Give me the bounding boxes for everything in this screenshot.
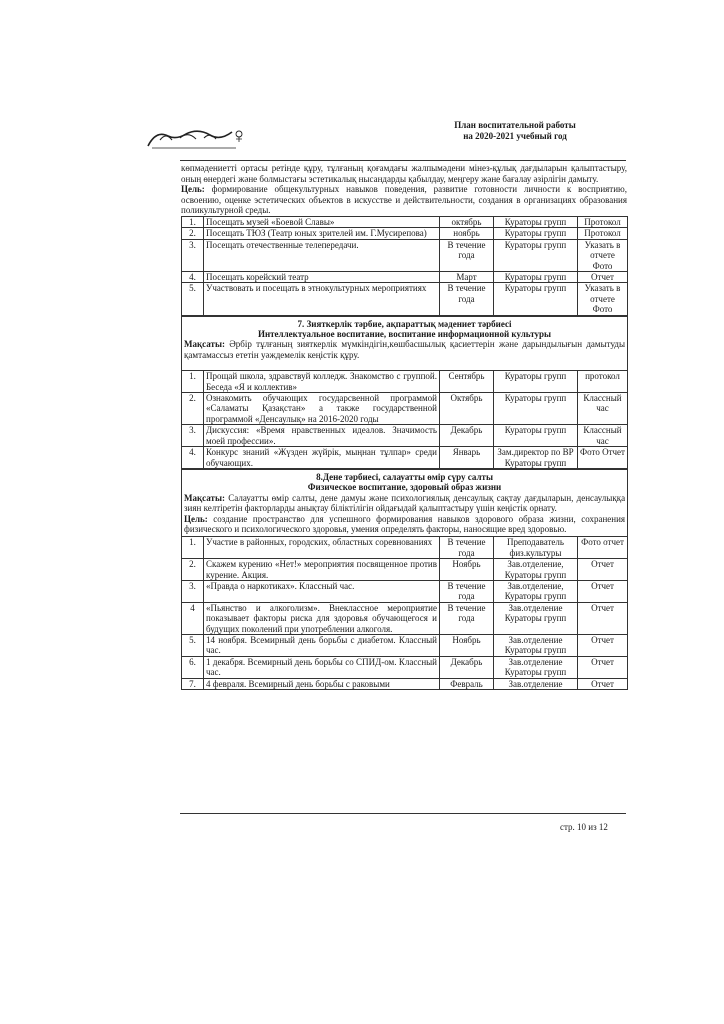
completion-form-cell: Отчет — [578, 580, 628, 602]
table-section-7 — [181, 316, 628, 469]
event-cell: Скажем курению «Нет!» мероприятия посвященное против курение. Акция. — [204, 559, 440, 581]
section-7-header-row — [182, 316, 628, 371]
event-cell: Прощай школа, здравствуй колледж. Знакомство с группой. Беседа «Я и коллектив» — [204, 371, 440, 393]
timeframe-cell: Март — [440, 272, 494, 283]
section-8-title-ru: Физическое воспитание, здоровый образ жизни — [307, 482, 502, 493]
responsible-cell: Зав.отделение, Кураторы групп — [494, 559, 578, 581]
event-cell: «Пьянство и алкоголизм». Внеклассное мероприятие показывает факторы риска для здоровья обучающегося и будущих поколений при употреблении алкоголя. — [204, 602, 440, 634]
completion-form-cell: Классный час — [578, 393, 628, 425]
event-cell: 4 февраля. Всемирный день борьбы с раковыми — [204, 678, 440, 689]
event-cell: Конкурс знаний «Жүзден жүйрік, мыңнан тұлпар» среди обучающих. — [204, 447, 440, 469]
completion-form-cell: Отчет — [578, 559, 628, 581]
table-row — [182, 272, 628, 283]
intro-paragraph-kz: көпмәдениетті ортасы ретінде құру, тұлғаның қоғамдағы жалпымәдени мінез-құлық дағдыларын қалыптастыру, оның өнердегі және болмыстағы эстетикалық нысандарды қабылдау, меңгеру және бағалау әзірлігін дамыту. — [181, 163, 627, 184]
goal-text: формирование общекультурных навыков поведения, развитие готовности личности к восприятию, освоению, оценке эстетических объектов в искусстве и действительности, создания в организациях образования поликультурной среды. — [181, 184, 627, 216]
row-number: 1. — [182, 537, 204, 559]
event-cell: «Правда о наркотиках». Классный час. — [204, 580, 440, 602]
row-number: 4. — [182, 447, 204, 469]
header-divider — [180, 160, 626, 161]
section-8-goal2-text: создание пространство для успешного формирования навыков здорового образа жизни, сохранения физического и психологического здоровья, умения определять факторы, наносящие вред здоровью. — [184, 513, 626, 534]
responsible-cell: Кураторы групп — [494, 216, 578, 227]
timeframe-cell: Сентябрь — [440, 371, 494, 393]
responsible-cell: Кураторы групп — [494, 272, 578, 283]
section-7-title-kz: 7. Зияткерлік тәрбие, ақпараттық мәдениет тәрбиесі — [297, 318, 512, 329]
table-row — [182, 216, 628, 227]
table-row — [182, 559, 628, 581]
table-section-8 — [181, 469, 628, 690]
section-8-goal-kz — [184, 493, 625, 514]
page-content — [181, 163, 627, 690]
table-row — [182, 580, 628, 602]
completion-form-cell: Фото отчет — [578, 537, 628, 559]
timeframe-cell: Ноябрь — [440, 635, 494, 657]
responsible-cell: Преподаватель физ.культуры — [494, 537, 578, 559]
row-number: 2. — [182, 559, 204, 581]
table-row — [182, 447, 628, 469]
event-cell: Участие в районных, городских, областных соревнованиях — [204, 537, 440, 559]
event-cell: Участвовать и посещать в этнокультурных мероприятиях — [204, 283, 440, 315]
responsible-cell: Кураторы групп — [494, 228, 578, 239]
responsible-cell: Зав.отделение — [494, 678, 578, 689]
plan-header-line1: План воспитательной работы — [454, 120, 576, 130]
completion-form-cell: Отчет — [578, 678, 628, 689]
section-8-title-kz: 8.Дене тәрбиесі, салауатты өмір сүру салты — [316, 471, 493, 482]
section-7-goal — [184, 339, 625, 360]
timeframe-cell: Ноябрь — [440, 559, 494, 581]
section-8-goal2-label: Цель: — [184, 513, 208, 524]
timeframe-cell: В течение года — [440, 580, 494, 602]
responsible-cell: Зав.отделение Кураторы групп — [494, 656, 578, 678]
event-cell: Посещать музей «Боевой Славы» — [204, 216, 440, 227]
row-number: 4 — [182, 602, 204, 634]
responsible-cell: Кураторы групп — [494, 283, 578, 315]
timeframe-cell: В течение года — [440, 602, 494, 634]
table-row — [182, 283, 628, 315]
completion-form-cell: Протокол — [578, 228, 628, 239]
goal-label: Цель: — [181, 184, 205, 195]
row-number: 3. — [182, 425, 204, 447]
timeframe-cell: Февраль — [440, 678, 494, 689]
completion-form-cell: протокол — [578, 371, 628, 393]
completion-form-cell: Указать в отчете Фото — [578, 239, 628, 271]
section-8-header-row — [182, 469, 628, 536]
page-number: стр. 10 из 12 — [560, 822, 608, 832]
timeframe-cell: Декабрь — [440, 425, 494, 447]
college-logo — [146, 126, 246, 152]
timeframe-cell: В течение года — [440, 537, 494, 559]
table-row — [182, 656, 628, 678]
section-8-goal-ru — [184, 514, 625, 535]
row-number: 1. — [182, 216, 204, 227]
table-section-6 — [181, 216, 628, 316]
responsible-cell: Кураторы групп — [494, 239, 578, 271]
responsible-cell: Кураторы групп — [494, 425, 578, 447]
completion-form-cell: Отчет — [578, 602, 628, 634]
timeframe-cell: В течение года — [440, 283, 494, 315]
timeframe-cell: В течение года — [440, 239, 494, 271]
table-row — [182, 678, 628, 689]
completion-form-cell: Протокол — [578, 216, 628, 227]
section-8-goal-label: Мақсаты: — [184, 492, 225, 503]
row-number: 2. — [182, 393, 204, 425]
completion-form-cell: Отчет — [578, 656, 628, 678]
completion-form-cell: Указать в отчете Фото — [578, 283, 628, 315]
plan-header-line2: на 2020-2021 учебный год — [463, 131, 567, 141]
table-row — [182, 228, 628, 239]
event-cell: 14 ноября. Всемирный день борьбы с диабетом. Классный час. — [204, 635, 440, 657]
timeframe-cell: октябрь — [440, 216, 494, 227]
completion-form-cell: Фото Отчет — [578, 447, 628, 469]
responsible-cell: Зав.отделение Кураторы групп — [494, 602, 578, 634]
plan-header — [440, 120, 590, 142]
table-row — [182, 537, 628, 559]
event-cell: Посещать отечественные телепередачи. — [204, 239, 440, 271]
completion-form-cell: Отчет — [578, 272, 628, 283]
section-7-goal-label: Мақсаты: — [184, 339, 225, 350]
completion-form-cell: Отчет — [578, 635, 628, 657]
event-cell: Ознакомить обучающих государсвенной программой «Саламаты Қазақстан» а также государственной программой «Денсаулық» на 2016-2020 годы — [204, 393, 440, 425]
goal-paragraph — [181, 184, 627, 216]
table-row — [182, 393, 628, 425]
responsible-cell: Зам.директор по ВР Кураторы групп — [494, 447, 578, 469]
section-7-title-ru: Интеллектуальное воспитание, воспитание информационной культуры — [257, 329, 552, 340]
table-row — [182, 371, 628, 393]
table-row — [182, 602, 628, 634]
section-7-goal-text: Әрбір тұлғаның зияткерлік мүмкіндігін,көшбасшылық қасиеттерін және дарындылығын дамытуды қамтамассыз ететін уәждемелік кеңістік құру. — [184, 339, 626, 360]
timeframe-cell: Январь — [440, 447, 494, 469]
table-row — [182, 635, 628, 657]
responsible-cell: Зав.отделение, Кураторы групп — [494, 580, 578, 602]
row-number: 5. — [182, 635, 204, 657]
row-number: 6. — [182, 656, 204, 678]
row-number: 2. — [182, 228, 204, 239]
completion-form-cell: Классный час — [578, 425, 628, 447]
row-number: 5. — [182, 283, 204, 315]
event-cell: Посещать ТЮЗ (Театр юных зрителей им. Г.Мусирепова) — [204, 228, 440, 239]
row-number: 3. — [182, 239, 204, 271]
table-row — [182, 425, 628, 447]
timeframe-cell: ноябрь — [440, 228, 494, 239]
table-row — [182, 239, 628, 271]
section-8-goal-text: Салауатты өмір салты, дене дамуы және психологиялық денсаулық сақтау дағдыларын, денсаулыққа зиян келтіретін факторларды анықтау біліктілігін ойдағыдай қалыптастыру үшін кеңістік орнату. — [184, 492, 626, 514]
event-cell: Посещать корейский театр — [204, 272, 440, 283]
event-cell: Дискуссия: «Время нравственных идеалов. Значимость моей профессии». — [204, 425, 440, 447]
responsible-cell: Кураторы групп — [494, 393, 578, 425]
row-number: 1. — [182, 371, 204, 393]
timeframe-cell: Декабрь — [440, 656, 494, 678]
responsible-cell: Зав.отделение Кураторы групп — [494, 635, 578, 657]
row-number: 7. — [182, 678, 204, 689]
event-cell: 1 декабря. Всемирный день борьбы со СПИД-ом. Классный час. — [204, 656, 440, 678]
row-number: 3. — [182, 580, 204, 602]
responsible-cell: Кураторы групп — [494, 371, 578, 393]
timeframe-cell: Октябрь — [440, 393, 494, 425]
row-number: 4. — [182, 272, 204, 283]
footer-divider — [180, 813, 626, 814]
